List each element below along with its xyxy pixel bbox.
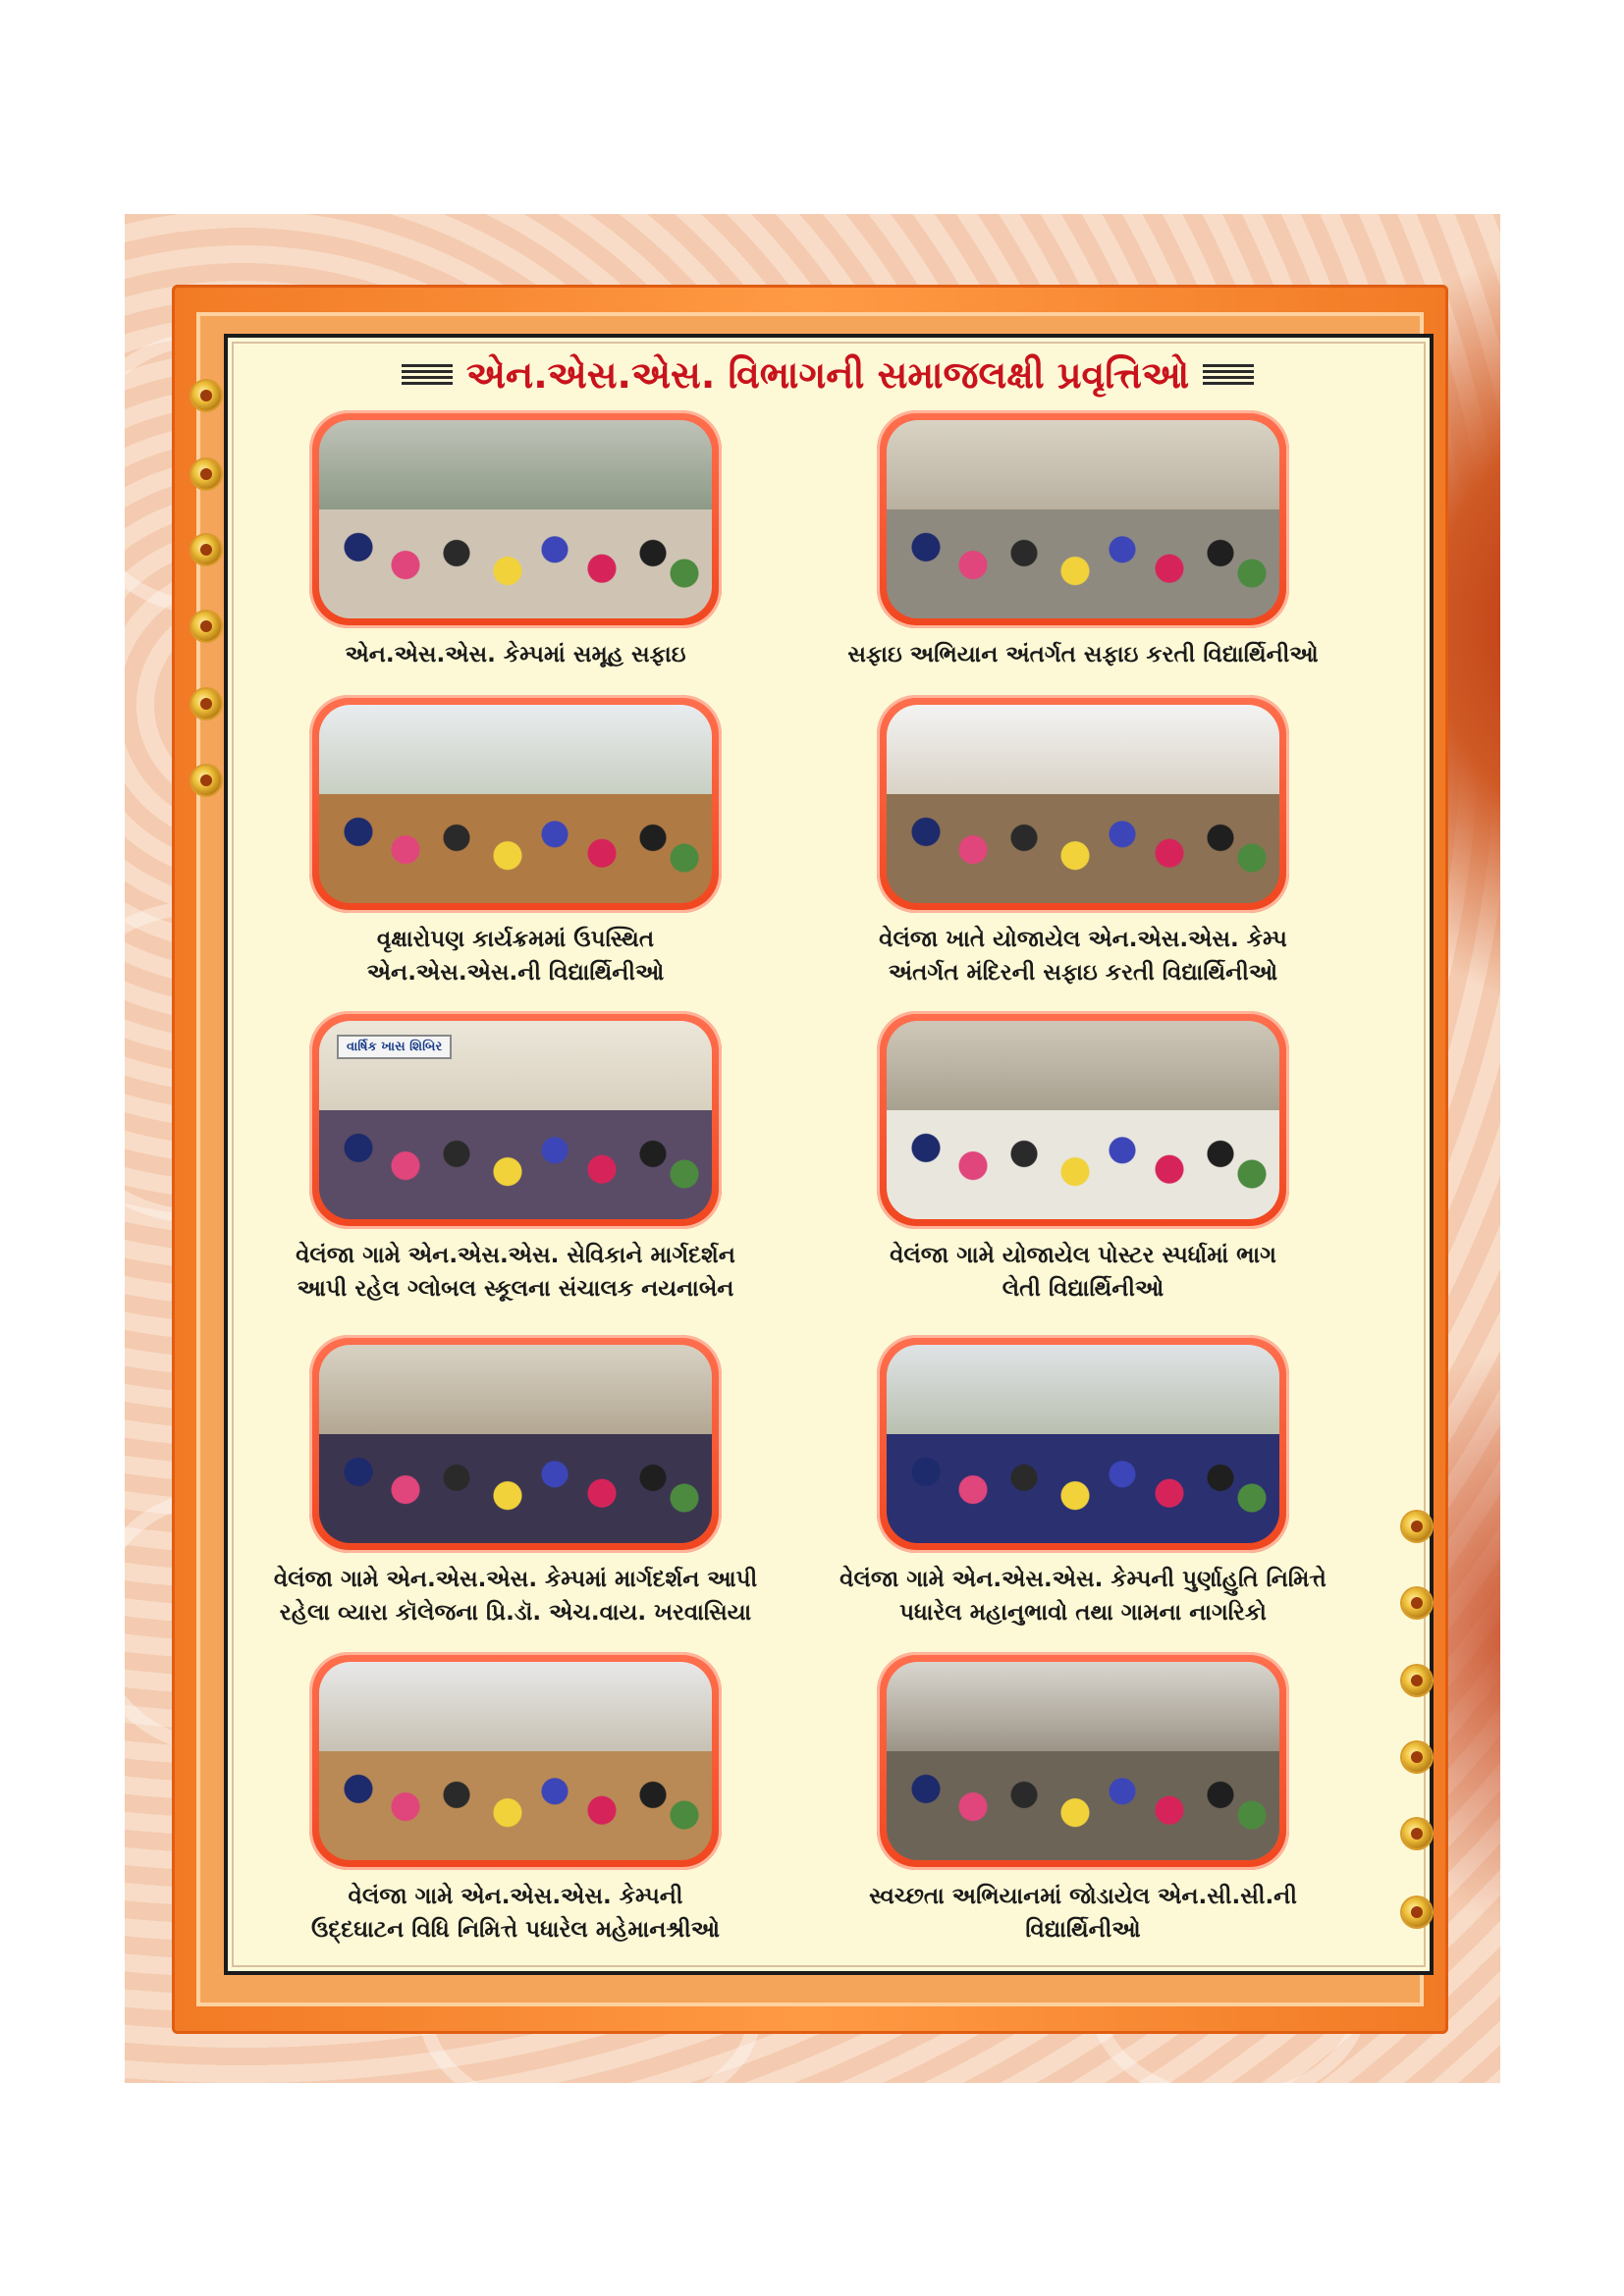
bead-ornament-icon — [1402, 1819, 1432, 1848]
photo-card — [241, 695, 790, 989]
photo-card — [808, 1011, 1358, 1306]
photo-caption: વેલંજા ગામે એન.એસ.એસ. કેમ્પની પુર્ણાહુતિ નિમિત્તે પધારેલ મહાનુભાવો તથા ગામના નાગરિકો — [839, 1567, 1326, 1626]
bead-ornament-icon — [191, 535, 221, 564]
photo-camp-closing — [887, 1345, 1279, 1543]
photo-frame — [309, 1335, 722, 1553]
title-ornament-left — [402, 364, 453, 386]
photo-card — [241, 1335, 790, 1629]
photo-frame — [877, 1335, 1289, 1553]
banner-sign: વાર્ષિક ખાસ શિબિર — [337, 1035, 452, 1059]
photo-inauguration — [319, 1662, 712, 1860]
photo-caption: વેલંજા ગામે એન.એસ.એસ. સેવિકાને માર્ગદર્શન આપી રહેલ ગ્લોબલ સ્કૂલના સંચાલક નયનાબેન — [296, 1243, 735, 1302]
bead-ornament-icon — [1402, 1742, 1432, 1772]
photo-caption: વેલંજા ગામે એન.એસ.એસ. કેમ્પની ઉદ્દઘાટન વિધિ નિમિત્તે પધારેલ મહેમાનશ્રીઓ — [311, 1884, 720, 1943]
photo-card — [808, 1652, 1358, 1947]
bead-ornament-icon — [191, 381, 221, 410]
page-header — [228, 346, 1428, 404]
photo-card — [808, 410, 1358, 671]
photo-card — [241, 410, 790, 671]
photo-frame — [309, 1011, 722, 1229]
bead-ornament-icon — [1402, 1897, 1432, 1927]
photo-frame — [877, 695, 1289, 913]
photo-card — [808, 695, 1358, 989]
photo-card — [241, 1011, 790, 1306]
photo-caption: સફાઇ અભિયાન અંતર્ગત સફાઇ કરતી વિદ્યાર્થિનીઓ — [847, 642, 1319, 667]
photo-caption: સ્વચ્છતા અભિયાનમાં જોડાયેલ એન.સી.સી.ની વિદ્યાર્થિનીઓ — [869, 1884, 1297, 1943]
photo-frame — [877, 1652, 1289, 1870]
photo-temple-cleaning — [887, 705, 1279, 903]
bead-ornament-icon — [191, 766, 221, 795]
photo-card — [808, 1335, 1358, 1629]
photo-caption: વેલંજા ગામે યોજાયેલ પોસ્ટર સ્પર્ધામાં ભાગ લેતી વિદ્યાર્થિનીઓ — [890, 1243, 1276, 1302]
photo-frame — [877, 410, 1289, 628]
photo-card — [241, 1652, 790, 1947]
photo-cleaning-drive — [887, 420, 1279, 618]
photo-caption: વેલંજા ખાતે યોજાયેલ એન.એસ.એસ. કેમ્પ અંતર્ગત મંદિરની સફાઇ કરતી વિદ્યાર્થિનીઓ — [879, 927, 1287, 986]
bead-ornament-icon — [191, 459, 221, 489]
photo-poster-competition — [887, 1021, 1279, 1219]
photo-caption: એન.એસ.એસ. કેમ્પમાં સમૂહ સફાઇ — [345, 642, 686, 667]
photo-caption: વેલંજા ગામે એન.એસ.એસ. કેમ્પમાં માર્ગદર્શન આપી રહેલા વ્યારા કૉલેજના પ્રિ.ડૉ. એચ.વાય. ખરવાસિયા — [273, 1567, 758, 1626]
bead-ornament-icon — [191, 689, 221, 719]
photo-ncc-cleanliness — [887, 1662, 1279, 1860]
bead-ornament-icon — [191, 612, 221, 641]
photo-caption: વૃક્ષારોપણ કાર્યક્રમમાં ઉપસ્થિત એન.એસ.એસ.ની વિદ્યાર્થિનીઓ — [366, 927, 665, 986]
photo-frame — [309, 1652, 722, 1870]
photo-frame — [877, 1011, 1289, 1229]
photo-frame — [309, 695, 722, 913]
title-ornament-right — [1203, 364, 1254, 386]
photo-tree-plantation — [319, 705, 712, 903]
bead-ornament-icon — [1402, 1666, 1432, 1695]
page-title: એન.એસ.એસ. વિભાગની સમાજલક્ષી પ્રવૃત્તિઓ — [465, 352, 1190, 397]
photo-principal-guidance — [319, 1345, 712, 1543]
photo-group-cleaning — [319, 420, 712, 618]
bead-ornament-icon — [1402, 1512, 1432, 1541]
bead-ornament-icon — [1402, 1588, 1432, 1618]
photo-frame — [309, 410, 722, 628]
photo-guidance-session — [319, 1021, 712, 1219]
